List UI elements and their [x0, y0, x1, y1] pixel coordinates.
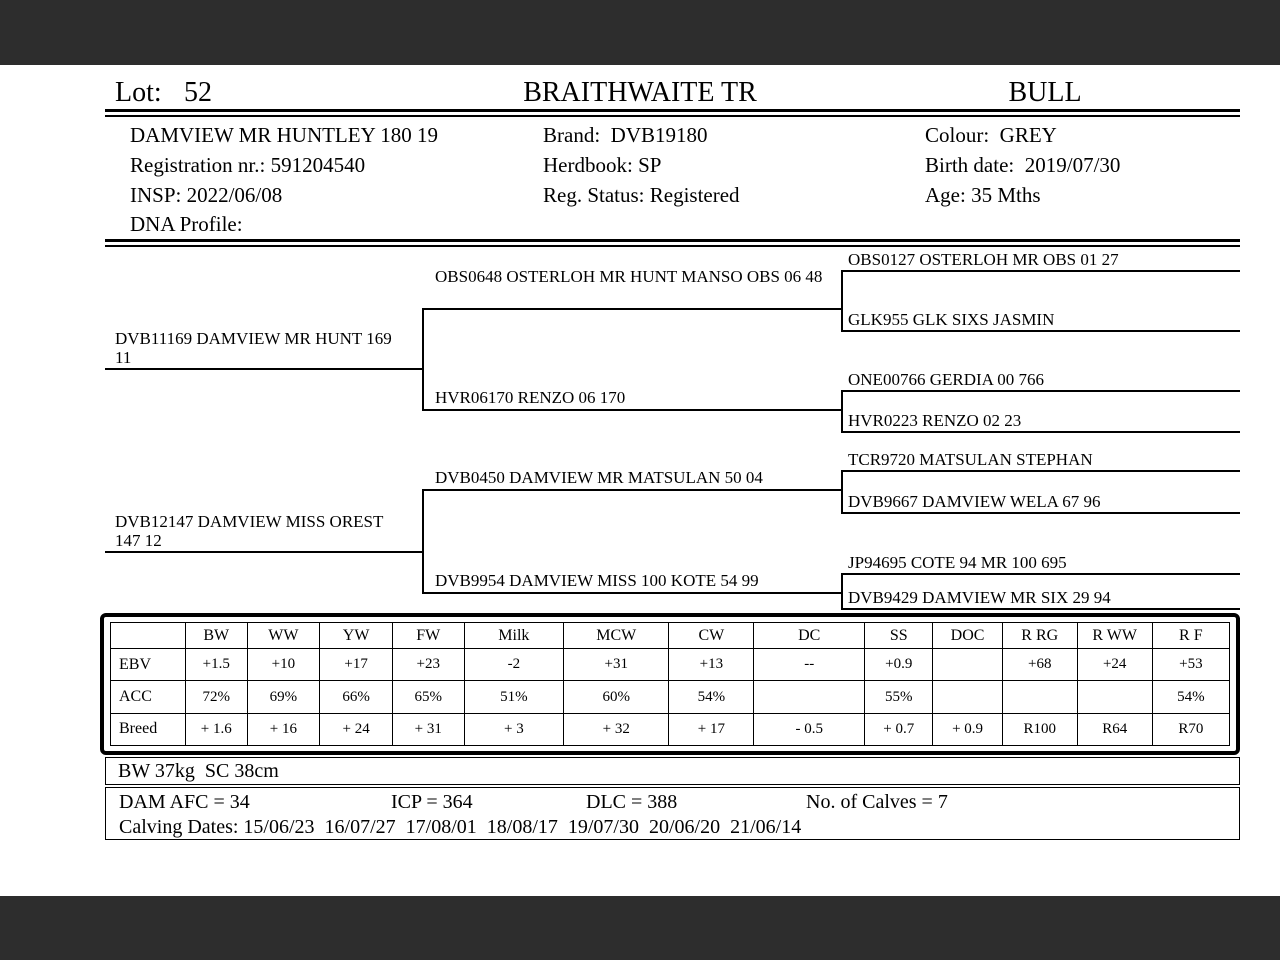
ebv-header-cw: CW — [669, 623, 754, 649]
breed-value: + 32 — [564, 713, 669, 745]
breed-row — [111, 713, 1230, 745]
acc-value — [933, 681, 1002, 713]
pedigree-bracket-dd — [841, 573, 843, 608]
pedigree-line-sss — [841, 270, 1240, 272]
dam-afc: DAM AFC = 34 — [119, 791, 250, 813]
ebv-value — [933, 649, 1002, 681]
ebv-value: +17 — [320, 649, 393, 681]
ebv-header-ss: SS — [865, 623, 933, 649]
info-rule — [105, 239, 1240, 247]
age: Age: 35 Mths — [925, 183, 1041, 207]
breed-value: + 3 — [464, 713, 564, 745]
colour: Colour: GREY — [925, 123, 1057, 147]
breed-value: + 1.6 — [185, 713, 247, 745]
pedigree-line-sire-dam — [422, 409, 841, 411]
dna-profile: DNA Profile: — [130, 212, 243, 236]
pedigree-dam-dam-dam: DVB9429 DAMVIEW MR SIX 29 94 — [848, 588, 1111, 607]
breed-value: - 0.5 — [754, 713, 865, 745]
pedigree-line-dss — [841, 470, 1240, 472]
acc-value — [754, 681, 865, 713]
pedigree-sire: DVB11169 DAMVIEW MR HUNT 169 11 — [115, 329, 392, 367]
acc-value: 72% — [185, 681, 247, 713]
pedigree-sire-dam-sire: ONE00766 GERDIA 00 766 — [848, 370, 1044, 389]
reg-status: Reg. Status: Registered — [543, 183, 740, 207]
top-letterbox-bar — [0, 0, 1280, 65]
ebv-header-rww: R WW — [1077, 623, 1152, 649]
ebv-value: +24 — [1077, 649, 1152, 681]
pedigree-dam-sire-sire: TCR9720 MATSULAN STEPHAN — [848, 450, 1093, 469]
acc-value: 55% — [865, 681, 933, 713]
pedigree-sire-dam-dam: HVR0223 RENZO 02 23 — [848, 411, 1022, 430]
ebv-value: +23 — [392, 649, 464, 681]
pedigree-sire-sire-dam: GLK955 GLK SIXS JASMIN — [848, 310, 1055, 329]
herdbook: Herdbook: SP — [543, 153, 662, 177]
dam-stats-box — [105, 787, 1240, 840]
pedigree-sire-dam: HVR06170 RENZO 06 170 — [435, 388, 626, 407]
lot-label: Lot: — [115, 77, 162, 108]
acc-row-label: ACC — [111, 681, 186, 713]
breed-value: + 24 — [320, 713, 393, 745]
ebv-row-label: EBV — [111, 649, 186, 681]
ebv-header-rf: R F — [1152, 623, 1229, 649]
pedigree-line-sds — [841, 390, 1240, 392]
pedigree-line-dam — [105, 551, 422, 553]
pedigree-line-ssd — [841, 330, 1240, 332]
brand: Brand: DVB19180 — [543, 123, 708, 147]
inspection-date: INSP: 2022/06/08 — [130, 183, 283, 207]
animal-name: DAMVIEW MR HUNTLEY 180 19 — [130, 123, 438, 147]
acc-value: 54% — [1152, 681, 1229, 713]
header-rule — [105, 109, 1240, 117]
acc-value: 51% — [464, 681, 564, 713]
pedigree-dam-sire-dam: DVB9667 DAMVIEW WELA 67 96 — [848, 492, 1101, 511]
lot-number: 52 — [184, 77, 212, 108]
dam-icp: ICP = 364 — [391, 791, 473, 813]
ebv-header-milk: Milk — [464, 623, 564, 649]
acc-value — [1002, 681, 1077, 713]
animal-type: BULL — [1008, 77, 1082, 108]
calving-dates: Calving Dates: 15/06/23 16/07/27 17/08/01 18/08/17 19/07/30 20/06/20 21/06/14 — [119, 816, 802, 838]
dam-dlc: DLC = 388 — [586, 791, 678, 813]
ebv-row — [111, 649, 1230, 681]
pedigree-dam-dam: DVB9954 DAMVIEW MISS 100 KOTE 54 99 — [435, 571, 759, 590]
birth-date: Birth date: 2019/07/30 — [925, 153, 1121, 177]
pedigree-dam: DVB12147 DAMVIEW MISS OREST 147 12 — [115, 512, 384, 550]
ebv-value: +13 — [669, 649, 754, 681]
acc-value: 69% — [247, 681, 320, 713]
pedigree-bracket-ss — [841, 270, 843, 330]
ebv-value: -- — [754, 649, 865, 681]
registration-number: Registration nr.: 591204540 — [130, 153, 366, 177]
pedigree-line-ddd — [841, 608, 1240, 610]
pedigree-bracket-dam — [422, 489, 424, 592]
pedigree-bracket-sire — [422, 308, 424, 409]
page-title: BRAITHWAITE TR — [523, 77, 757, 108]
acc-value: 65% — [392, 681, 464, 713]
pedigree-line-dam-dam — [422, 592, 841, 594]
ebv-value: +68 — [1002, 649, 1077, 681]
ebv-table-frame — [100, 613, 1240, 755]
ebv-value: +1.5 — [185, 649, 247, 681]
breed-value: R64 — [1077, 713, 1152, 745]
ebv-value: +53 — [1152, 649, 1229, 681]
breed-value: + 31 — [392, 713, 464, 745]
pedigree-line-sdd — [841, 431, 1240, 433]
pedigree-dam-sire: DVB0450 DAMVIEW MR MATSULAN 50 04 — [435, 468, 763, 487]
breed-value: + 16 — [247, 713, 320, 745]
ebv-value: +10 — [247, 649, 320, 681]
ebv-header-mcw: MCW — [564, 623, 669, 649]
pedigree-line-dsd — [841, 512, 1240, 514]
breed-row-label: Breed — [111, 713, 186, 745]
acc-value: 66% — [320, 681, 393, 713]
ebv-header-fw: FW — [392, 623, 464, 649]
pedigree-line-dam-sire — [422, 489, 841, 491]
ebv-header-dc: DC — [754, 623, 865, 649]
breed-value: + 17 — [669, 713, 754, 745]
pedigree-bracket-sd — [841, 390, 843, 431]
ebv-header-blank — [111, 623, 186, 649]
ebv-value: -2 — [464, 649, 564, 681]
ebv-header-bw: BW — [185, 623, 247, 649]
acc-row — [111, 681, 1230, 713]
pedigree-line-sire — [105, 368, 422, 370]
breed-value: + 0.7 — [865, 713, 933, 745]
breed-value: R70 — [1152, 713, 1229, 745]
pedigree-line-dds — [841, 573, 1240, 575]
ebv-header-doc: DOC — [933, 623, 1002, 649]
dam-calves: No. of Calves = 7 — [806, 791, 948, 813]
measurements-box — [105, 757, 1240, 785]
acc-value: 60% — [564, 681, 669, 713]
pedigree-sire-sire-sire: OBS0127 OSTERLOH MR OBS 01 27 — [848, 250, 1119, 269]
ebv-header-row — [111, 623, 1230, 649]
breed-value: R100 — [1002, 713, 1077, 745]
bottom-letterbox-bar — [0, 896, 1280, 960]
pedigree-line-sire-sire — [422, 308, 841, 310]
ebv-header-rrg: R RG — [1002, 623, 1077, 649]
ebv-value: +31 — [564, 649, 669, 681]
acc-value — [1077, 681, 1152, 713]
ebv-table — [110, 622, 1230, 746]
ebv-value: +0.9 — [865, 649, 933, 681]
acc-value: 54% — [669, 681, 754, 713]
bw-sc-text: BW 37kg SC 38cm — [118, 760, 279, 782]
pedigree-sire-sire: OBS0648 OSTERLOH MR HUNT MANSO OBS 06 48 — [435, 267, 823, 286]
breed-value: + 0.9 — [933, 713, 1002, 745]
pedigree-dam-dam-sire: JP94695 COTE 94 MR 100 695 — [848, 553, 1067, 572]
ebv-header-ww: WW — [247, 623, 320, 649]
pedigree-bracket-ds — [841, 470, 843, 512]
ebv-header-yw: YW — [320, 623, 393, 649]
